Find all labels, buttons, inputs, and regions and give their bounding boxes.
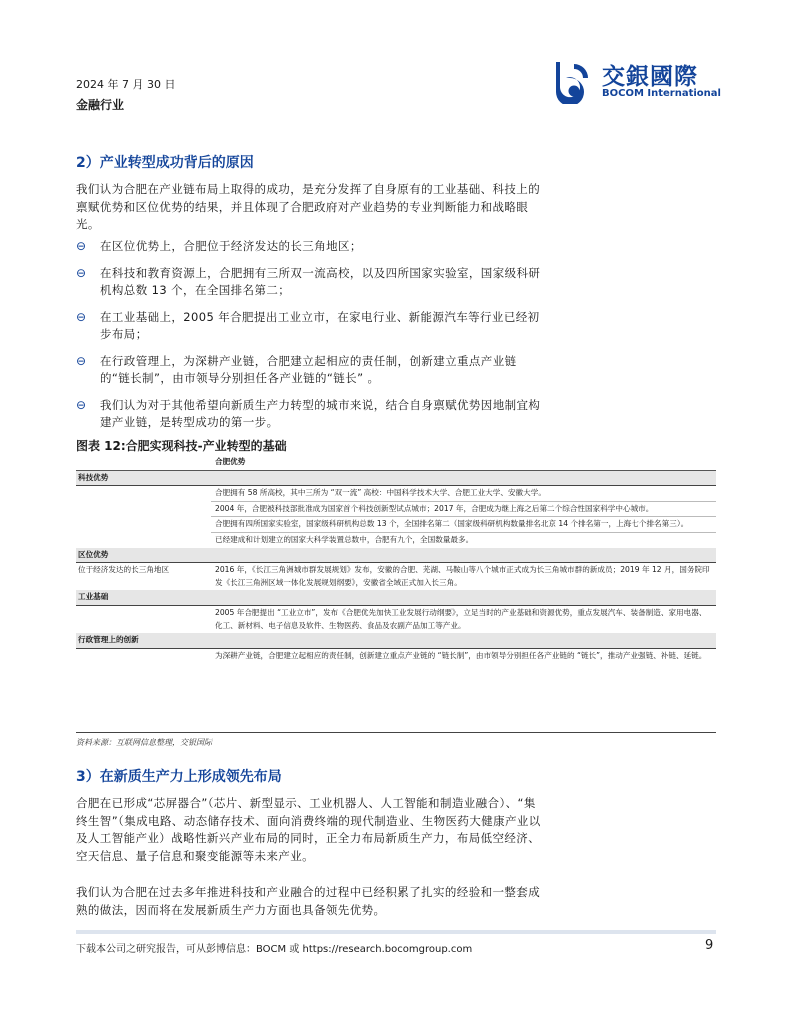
table-row (76, 517, 716, 533)
bullet-text: 在科技和教育资源上，合肥拥有三所双一流高校，以及四所国家实验室，国家级科研机构总数 13 个，在全国排名第二； (100, 265, 541, 297)
section-2-intro: 我们认为合肥在产业链布局上取得的成功，是充分发挥了自身原有的工业基础、科技上的禀赋优势和区位优势的结果，并且体现了合肥政府对产业趋势的专业判断能力和战略眼光。 (76, 182, 541, 231)
bocom-logo (552, 58, 722, 104)
table-column-header: 合肥优势 (211, 455, 716, 470)
bullet-item (76, 309, 544, 344)
table-row-text: 为深耕产业链，合肥建立起相应的责任制，创新建立重点产业链的 “链长制”，由市领导分别担任各产业链的 “链长”，推动产业强链、补链、延链。 (215, 650, 707, 660)
bocom-logo-mark-icon (552, 58, 596, 104)
table-row-text: 2005 年合肥提出 “工业立市”，发布《合肥优先加快工业发展行动纲要》，立足当时的产业基础和资源优势，重点发展汽车、装备制造、家用电器、化工、新材料、电子信息及软件、生物医药、食品及农副产品加工等产业。 (215, 607, 707, 630)
circle-minus-bullet-icon: ⊖ (76, 397, 87, 412)
table-row-text: 2016 年，《长江三角洲城市群发展规划》发布，安徽的合肥、芜湖、马鞍山等八个城市正式成为长三角城市群的新成员；2019 年 12 月，国务院印发《长江三角洲区域一体化发展规划纲要》，安徽省全域正式加入长三角。 (215, 565, 710, 587)
section-3-paragraph-1: 合肥在已形成“芯屏器合”（芯片、新型显示、工业机器人、人工智能和制造业融合）、“集终生智”（集成电路、动态储存技术、面向消费终端的现代制造业、生物医药大健康产业以及人工智能产业）战略性新兴产业布局的同时，正全力布局新质生产力，布局低空经济、空天信息、量子信息和聚变能源等未来产业。 (76, 796, 541, 863)
table-row (76, 648, 716, 663)
table-row-label (76, 486, 211, 502)
table-category-label: 区位优势 (76, 548, 211, 563)
bullet-item (76, 238, 544, 256)
report-date: 2024 年 7 月 30 日 (76, 78, 176, 91)
table-row-label (76, 517, 211, 533)
bullet-item (76, 397, 544, 432)
table-row (76, 563, 716, 591)
table-category-label: 行政管理上的创新 (76, 633, 211, 648)
report-sector: 金融行业 (76, 98, 125, 112)
section-3-paragraph-2: 我们认为合肥在过去多年推进科技和产业融合的过程中已经积累了扎实的经验和一整套成熟的做法，因而将在发展新质生产力方面也具备领先优势。 (76, 885, 541, 917)
figure-12-title: 图表 12:合肥实现科技-产业转型的基础 (76, 439, 287, 453)
bullet-text: 我们认为对于其他希望向新质生产力转型的城市来说，结合自身禀赋优势因地制宜构建产业链，是转型成功的第一步。 (100, 397, 541, 429)
table-bottom-rule (76, 732, 716, 733)
logo-chinese-name: 交銀國際 (602, 64, 698, 90)
table-row-text: 合肥拥有四所国家实验室，国家级科研机构总数 13 个，全国排名第二（国家级科研机构数量排名北京 14 个排名第一，上海七个排名第三）。 (211, 517, 716, 533)
table-header-row (76, 455, 716, 470)
bullet-text: 在行政管理上，为深耕产业链，合肥建立起相应的责任制，创新建立重点产业链的“链长制”，由市领导分别担任各产业链的“链长” 。 (100, 353, 517, 385)
table-category-label: 科技优势 (76, 470, 211, 486)
bullet-item (76, 265, 544, 300)
table-row-label (76, 648, 211, 663)
section-3-title: 3）在新质生产力上形成领先布局 (76, 769, 282, 785)
logo-english-name: BOCOM International (602, 88, 721, 99)
footer-divider (76, 930, 716, 934)
section-2-title: 2）产业转型成功背后的原因 (76, 155, 254, 171)
bullet-item (76, 353, 544, 388)
table-row (76, 486, 716, 502)
table-category-row (76, 590, 716, 605)
page-number: 9 (705, 938, 714, 953)
table-category-label: 工业基础 (76, 590, 211, 605)
section-2-bullet-list (76, 238, 544, 441)
table-row-label (76, 532, 211, 547)
table-row-label: 位于经济发达的长三角地区 (78, 565, 170, 575)
circle-minus-bullet-icon: ⊖ (76, 265, 87, 280)
bullet-text: 在工业基础上，2005 年合肥提出工业立市，在家电行业、新能源汽车等行业已经初步布局； (100, 309, 540, 341)
table-row-label (76, 605, 211, 633)
circle-minus-bullet-icon: ⊖ (76, 353, 87, 368)
table-row-text: 合肥拥有 58 所高校，其中三所为 “双一流” 高校：中国科学技术大学、合肥工业大学、安徽大学。 (211, 486, 716, 502)
table-category-row (76, 633, 716, 648)
figure-12-table (76, 455, 716, 663)
footer-download-note: 下载本公司之研究报告，可从彭博信息：BOCM 或 https://research.bocomgroup.com (76, 944, 473, 955)
table-header-empty (76, 455, 211, 470)
table-row-label (76, 501, 211, 517)
circle-minus-bullet-icon: ⊖ (76, 239, 87, 253)
table-row (76, 532, 716, 547)
table-row (76, 501, 716, 517)
table-category-row (76, 548, 716, 563)
table-row-text: 2004 年，合肥被科技部批准成为国家首个科技创新型试点城市；2017 年，合肥成为继上海之后第二个综合性国家科学中心城市。 (211, 501, 716, 517)
circle-minus-bullet-icon: ⊖ (76, 309, 87, 324)
table-row (76, 605, 716, 633)
bullet-text: 在区位优势上，合肥位于经济发达的长三角地区； (100, 239, 362, 253)
table-category-row (76, 470, 716, 486)
table-row-text: 已经建成和计划建立的国家大科学装置总数中，合肥有九个，全国数量最多。 (215, 534, 474, 544)
figure-12-source: 资料来源：互联网信息整理，交银国际 (76, 738, 212, 747)
